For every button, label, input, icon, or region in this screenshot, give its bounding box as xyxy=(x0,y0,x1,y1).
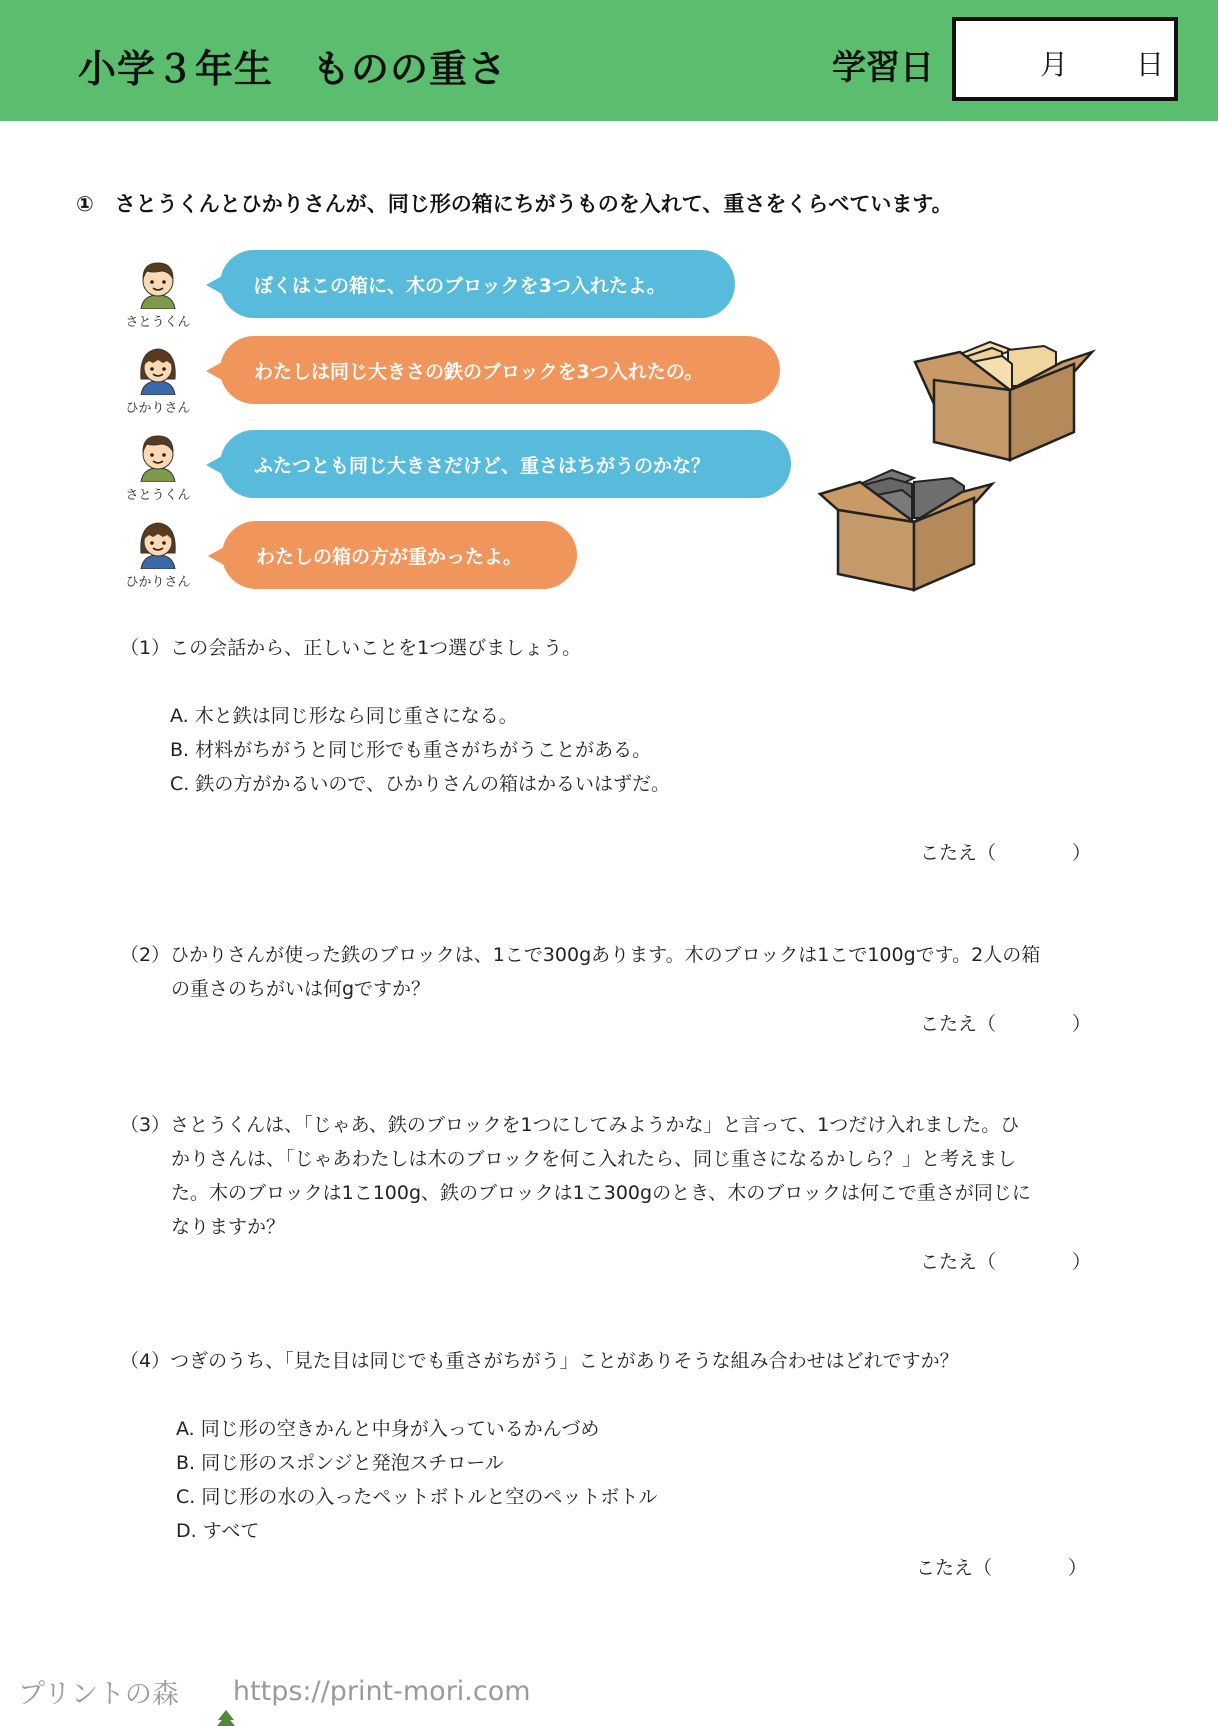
bubble-text: わたしの箱の方が重かったよ。 xyxy=(256,545,523,568)
speaker-name: ひかりさん xyxy=(125,575,191,590)
question-4-option-d: D. すべて xyxy=(176,1520,260,1542)
speaker-hikari-2 xyxy=(118,515,198,590)
speaker-sato-2 xyxy=(118,428,198,503)
question-4-option-a: A. 同じ形の空きかんと中身が入っているかんづめ xyxy=(176,1418,600,1440)
question-3-text-line-2: かりさんは、「じゃあわたしは木のブロックを何こ入れたら、同じ重さになるかしら？」と考えまし xyxy=(171,1148,1017,1170)
question-3-text-line-1: （3）さとうくんは、「じゃあ、鉄のブロックを1つにしてみようかな」と言って、1つだけ入れました。ひ xyxy=(120,1114,1020,1136)
footer-brand: プリントの森 xyxy=(18,1679,179,1710)
question-1-text: （1）この会話から、正しいことを1つ選びましょう。 xyxy=(120,637,582,659)
boy-avatar-icon xyxy=(131,255,185,309)
page-title: 小学３年生 ものの重さ xyxy=(78,47,508,91)
speech-bubble-4 xyxy=(222,521,577,589)
question-1-option-c: C. 鉄の方がかるいので、ひかりさんの箱はかるいはずだ。 xyxy=(170,773,670,795)
iron-blocks-box-icon xyxy=(820,470,992,590)
date-day-label: 日 xyxy=(1136,48,1165,81)
boxes-illustration xyxy=(812,322,1112,612)
question-4-option-c: C. 同じ形の水の入ったペットボトルと空のペットボトル xyxy=(176,1486,658,1508)
question-4-text: （4）つぎのうち、「見た目は同じでも重さがちがう」ことがありそうな組み合わせはどれですか？ xyxy=(120,1350,959,1372)
question-3-text-line-3: た。木のブロックは1こ100g、鉄のブロックは1こ300gのとき、木のブロックは何こで重さが同じに xyxy=(171,1182,1031,1204)
study-date-label: 学習日 xyxy=(832,48,934,88)
speech-bubble-1 xyxy=(220,250,735,318)
girl-avatar-icon xyxy=(131,515,185,569)
question-2-text-line-1: （2）ひかりさんが使った鉄のブロックは、1こで300gあります。木のブロックは1こで100gです。2人の箱 xyxy=(120,944,1041,966)
date-month-label: 月 xyxy=(1040,48,1069,81)
speaker-name: さとうくん xyxy=(125,315,191,330)
bubble-text: わたしは同じ大きさの鉄のブロックを3つ入れたの。 xyxy=(254,360,704,383)
question-4-option-b: B. 同じ形のスポンジと発泡スチロール xyxy=(176,1452,504,1474)
question-1-option-b: B. 材料がちがうと同じ形でも重さがちがうことがある。 xyxy=(170,739,652,761)
speaker-sato-1 xyxy=(118,255,198,330)
problem-heading: ① さとうくんとひかりさんが、同じ形の箱にちがうものを入れて、重さをくらべています。 xyxy=(76,192,953,216)
question-3-text-line-4: なりますか？ xyxy=(171,1216,286,1238)
wood-blocks-box-icon xyxy=(915,342,1092,460)
girl-avatar-icon xyxy=(131,341,185,395)
study-date-box[interactable] xyxy=(952,17,1178,101)
question-2-text-line-2: の重さのちがいは何gですか？ xyxy=(171,978,431,1000)
question-1-option-a: A. 木と鉄は同じ形なら同じ重さになる。 xyxy=(170,705,518,727)
speech-bubble-2 xyxy=(220,336,780,404)
speaker-name: さとうくん xyxy=(125,488,191,503)
tree-icon xyxy=(181,1677,203,1707)
speech-bubble-3 xyxy=(220,430,791,498)
question-3-answer-field[interactable]: こたえ（ ） xyxy=(920,1251,1092,1273)
speaker-hikari-1 xyxy=(118,341,198,416)
bubble-text: ふたつとも同じ大きさだけど、重さはちがうのかな？ xyxy=(254,454,711,477)
question-2-answer-field[interactable]: こたえ（ ） xyxy=(920,1013,1092,1035)
header-bar xyxy=(0,0,1218,121)
question-4-answer-field[interactable]: こたえ（ ） xyxy=(916,1557,1088,1579)
footer xyxy=(18,1672,531,1711)
footer-url[interactable]: https://print-mori.com xyxy=(232,1676,531,1707)
boy-avatar-icon xyxy=(131,428,185,482)
bubble-text: ぼくはこの箱に、木のブロックを3つ入れたよ。 xyxy=(254,274,666,297)
question-1-answer-field[interactable]: こたえ（ ） xyxy=(920,842,1092,864)
speaker-name: ひかりさん xyxy=(125,401,191,416)
